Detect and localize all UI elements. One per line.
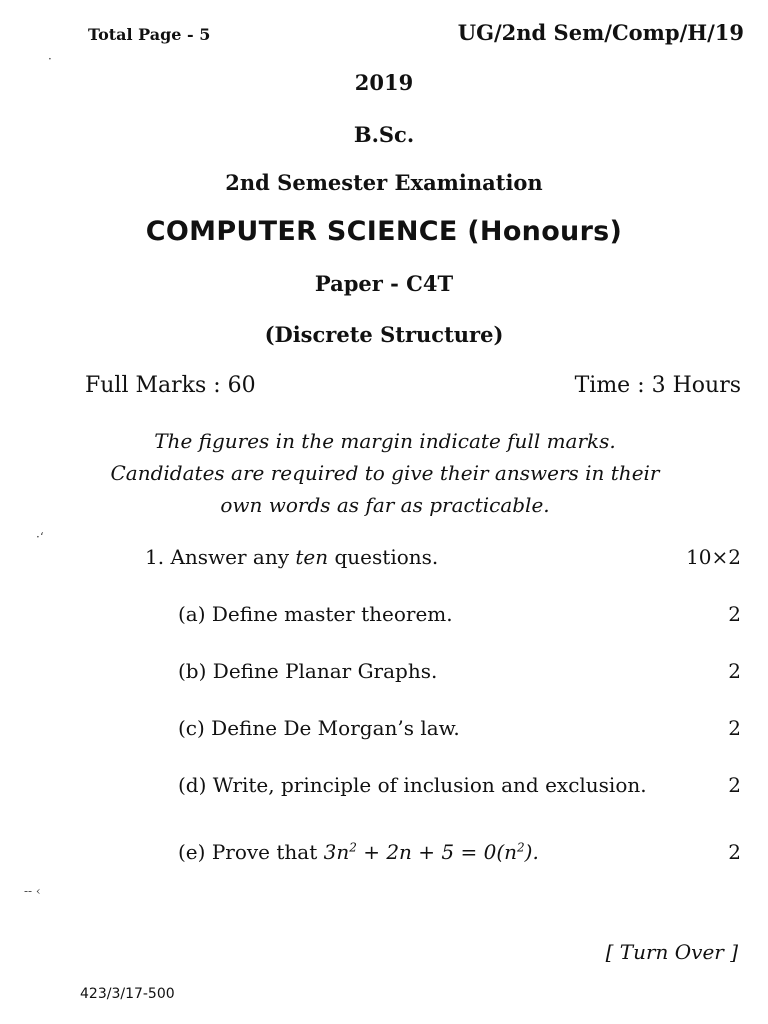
turn-over: [ Turn Over ] bbox=[605, 940, 738, 964]
part-text: Prove that bbox=[211, 840, 324, 864]
exam-title: 2nd Semester Examination bbox=[225, 170, 543, 195]
part-text: Define master theorem. bbox=[211, 602, 453, 626]
subject-title: COMPUTER SCIENCE (Honours) bbox=[145, 216, 623, 247]
part-text: Write, principle of inclusion and exclusion. bbox=[212, 773, 647, 797]
question-part-d bbox=[178, 773, 741, 797]
formula-exponent-a: 2 bbox=[349, 840, 357, 855]
question-1 bbox=[145, 545, 741, 569]
time-allowed: Time : 3 Hours bbox=[574, 373, 741, 398]
paper-number: Paper - C4T bbox=[314, 271, 454, 296]
exam-year: 2019 bbox=[354, 70, 414, 95]
total-pages: Total Page - 5 bbox=[88, 25, 211, 44]
part-label: (b) bbox=[178, 659, 207, 683]
part-marks: 2 bbox=[728, 659, 741, 683]
formula-end: ). bbox=[524, 840, 539, 864]
part-marks: 2 bbox=[728, 840, 741, 864]
print-code: 423/3/17-500 bbox=[80, 986, 175, 1002]
formula-exponent-b: 2 bbox=[517, 840, 525, 855]
full-marks: Full Marks : 60 bbox=[85, 373, 256, 398]
degree: B.Sc. bbox=[353, 122, 415, 147]
instructions: The figures in the margin indicate full marks. Candidates are required to give their answers in their own words as far as practicable. bbox=[110, 429, 660, 517]
question-1-marks: 10×2 bbox=[686, 545, 741, 569]
question-part-a bbox=[178, 602, 741, 626]
part-label: (d) bbox=[178, 773, 207, 797]
part-text: Define Planar Graphs. bbox=[212, 659, 438, 683]
question-part-e bbox=[178, 840, 741, 864]
scan-speck: -- ‹ bbox=[24, 884, 41, 898]
question-1-text bbox=[145, 545, 438, 569]
part-label: (e) bbox=[178, 840, 206, 864]
formula bbox=[324, 840, 539, 864]
question-number: 1. bbox=[145, 545, 165, 569]
formula-term-a: 3n bbox=[323, 840, 350, 864]
part-marks: 2 bbox=[728, 773, 741, 797]
formula-term-b: + 2n + 5 = 0(n bbox=[356, 840, 518, 864]
part-marks: 2 bbox=[728, 602, 741, 626]
part-marks: 2 bbox=[728, 716, 741, 740]
scan-speck: ·‘ bbox=[36, 530, 44, 544]
part-label: (a) bbox=[178, 602, 206, 626]
question-part-c bbox=[178, 716, 741, 740]
part-label: (c) bbox=[178, 716, 205, 740]
part-text: Define De Morgan’s law. bbox=[211, 716, 460, 740]
question-part-b bbox=[178, 659, 741, 683]
question-text-before: Answer any bbox=[170, 545, 296, 569]
paper-topic: (Discrete Structure) bbox=[264, 322, 504, 347]
paper-code: UG/2nd Sem/Comp/H/19 bbox=[457, 20, 744, 45]
scan-speck: · bbox=[48, 52, 52, 66]
question-text-after: questions. bbox=[328, 545, 439, 569]
question-text-italic: ten bbox=[295, 545, 329, 569]
